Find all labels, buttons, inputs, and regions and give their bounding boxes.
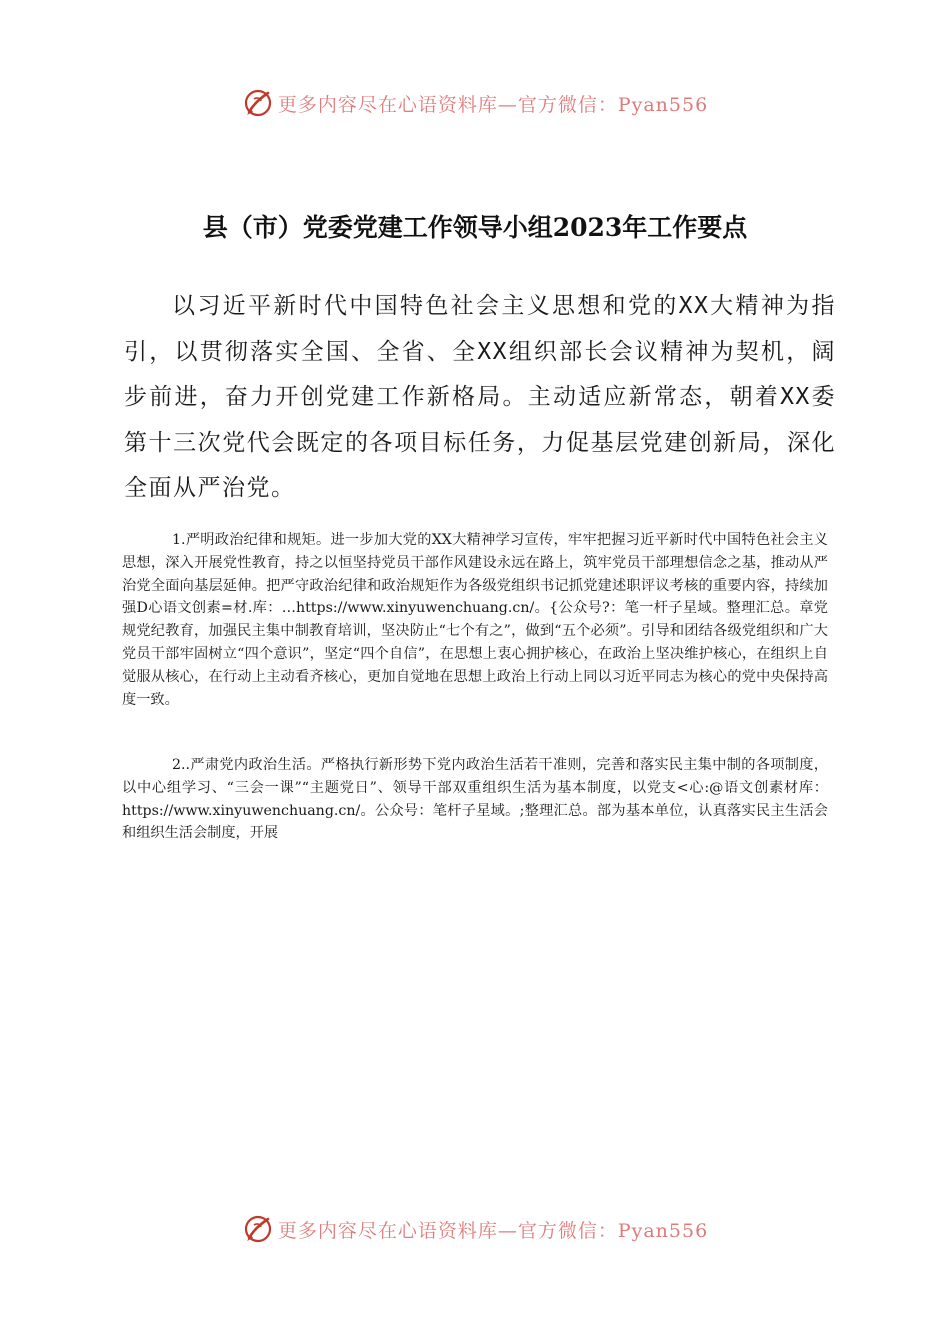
- pen-swirl-logo-icon: [242, 87, 274, 119]
- lead-paragraph: 以习近平新时代中国特色社会主义思想和党的XX大精神为指引，以贯彻落实全国、全省、全XX组织部长会议精神为契机，阔步前进，奋力开创党建工作新格局。主动适应新常态，朝着XX委第十三次党代会既定的各项目标任务，力促基层党建创新局，深化全面从严治党。: [124, 293, 836, 501]
- pen-swirl-logo-icon: [242, 1213, 274, 1245]
- body-paragraph-2: 2..严肃党内政治生活。严格执行新形势下党内政治生活若干准则，完善和落实民主集中制的各项制度，以中心组学习、“三会一课”“主题党日”、领导干部双重组织生活为基本制度，以党支<心:@语文创素材库：https://www.xinyuwenchuang.cn/。公众号：笔杆子星域。;整理汇总。部为基本单位，认真落实民主生活会和组织生活会制度，开展: [122, 757, 828, 842]
- header-watermark-banner: [0, 83, 950, 123]
- footer-watermark-banner: [0, 1209, 950, 1249]
- watermark-text: 更多内容尽在心语资料库—官方微信：Pyan556: [277, 1219, 709, 1242]
- document-title: 县（市）党委党建工作领导小组2023年工作要点: [202, 213, 748, 242]
- body-paragraph-1: 1.严明政治纪律和规矩。进一步加大党的XX大精神学习宣传，牢牢把握习近平新时代中国特色社会主义思想，深入开展党性教育，持之以恒坚持党员干部作风建设永远在路上，筑牢党员干部理想信念之基，推动从严治党全面向基层延伸。把严守政治纪律和政治规矩作为各级党组织书记抓党建述职评议考核的重要内容，持续加强D心语文创素=材.库：…https://www.xinyuwenchuang.cn/。{公众号?：笔一杆子星域。整理汇总。章党规党纪教育，加强民主集中制教育培训，坚决防止“七个有之”，做到“五个必须”。引导和团结各级党组织和广大党员干部牢固树立“四个意识”，坚定“四个自信”，在思想上衷心拥护核心，在政治上坚决维护核心，在组织上自觉服从核心，在行动上主动看齐核心，更加自觉地在思想上政治上行动上同以习近平同志为核心的党中央保持高度一致。: [122, 532, 828, 708]
- watermark-text: 更多内容尽在心语资料库—官方微信：Pyan556: [277, 93, 709, 116]
